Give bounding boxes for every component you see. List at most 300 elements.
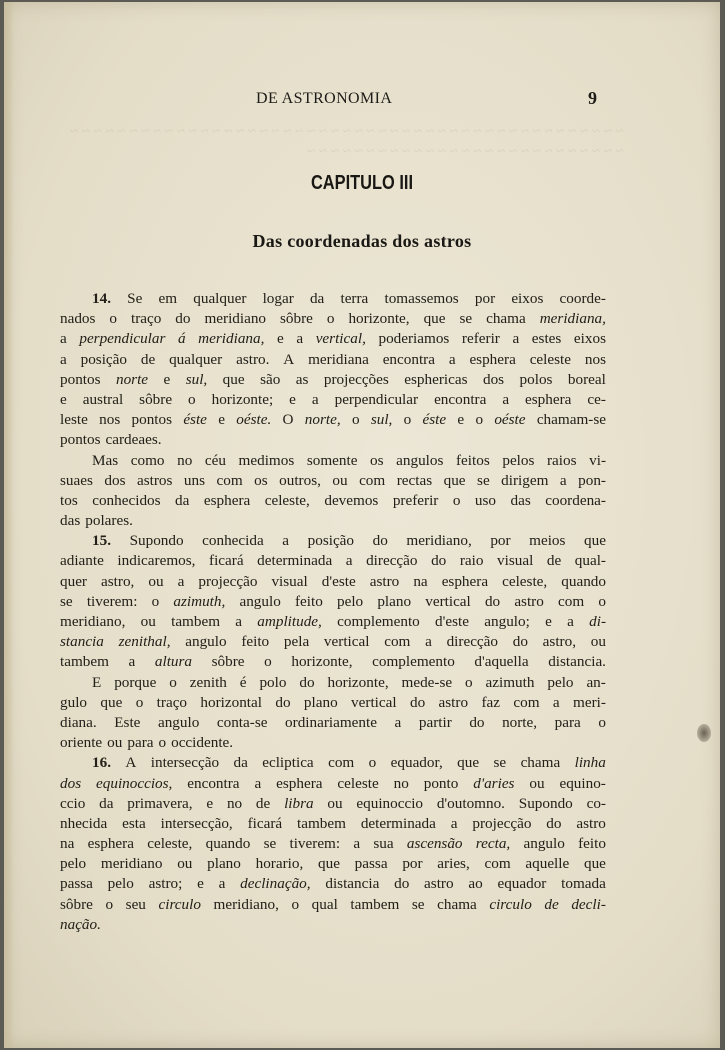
text-word: do (175, 310, 191, 328)
text-word: e (206, 794, 214, 812)
text-word: angulo; (484, 613, 530, 630)
text-word: chama (437, 895, 477, 913)
text-word: nação. (60, 915, 101, 933)
text-word: poderiamos (378, 330, 450, 348)
text-word: do (484, 592, 501, 610)
text-word: por (490, 532, 511, 550)
text-word: a (552, 693, 560, 711)
body-text (60, 289, 606, 935)
text-word: ou (148, 572, 164, 590)
text-word: e (163, 370, 171, 388)
text-word: referir (461, 330, 500, 348)
text-word: e (277, 330, 284, 348)
text-word: que (457, 754, 480, 772)
text-word: pontos (60, 370, 101, 388)
text-word: zenith (189, 673, 227, 691)
text-line (60, 632, 606, 652)
text-word: na (60, 835, 75, 853)
text-word: da (99, 794, 114, 812)
text-word: plano (207, 855, 241, 873)
text-word: di- (589, 613, 606, 630)
text-word: astros (136, 471, 173, 489)
text-word: esphera (441, 572, 489, 590)
text-word: coordena- (545, 491, 606, 509)
text-word: do (409, 693, 426, 711)
text-word: sôbre (60, 895, 93, 913)
text-word: angulo (157, 713, 200, 731)
text-word: horizonte, (348, 310, 410, 328)
text-word: meridiano, (213, 895, 279, 913)
text-word: a (177, 572, 185, 590)
text-line (60, 592, 606, 612)
text-word: do (512, 633, 528, 651)
text-word: linha (574, 754, 606, 772)
text-word: meridiano, (60, 613, 126, 630)
text-word: uso (474, 491, 497, 509)
text-word: de (546, 552, 562, 570)
text-word: recta, (475, 835, 511, 853)
text-word: circulo (158, 895, 201, 913)
text-word: a (394, 713, 402, 731)
text-word: indicaremos, (117, 552, 196, 570)
text-word: a (450, 814, 458, 832)
text-line (60, 551, 606, 571)
text-word: ou (590, 633, 606, 651)
text-word: Supondo (518, 794, 573, 812)
text-word: e (197, 875, 204, 893)
text-word: o (598, 592, 606, 610)
text-word: pelos (502, 451, 535, 469)
text-word: polos (519, 370, 553, 388)
text-word: tomada (561, 875, 606, 893)
text-word: esphera (203, 491, 251, 509)
text-word: o (188, 390, 196, 408)
text-line (60, 289, 606, 309)
text-word: sua (373, 835, 394, 853)
text-word: com (484, 855, 511, 873)
text-word: perpendicular (79, 330, 166, 348)
text-word: meios (529, 532, 566, 550)
text-line (60, 572, 606, 592)
text-word: quer (60, 572, 87, 590)
text-word: encontra (187, 774, 240, 792)
text-word: diana. (60, 713, 97, 731)
text-word: á (177, 330, 186, 348)
text-word: o (291, 895, 300, 913)
text-line (60, 733, 606, 753)
text-word: com (513, 693, 540, 711)
text-word: sul, (185, 370, 208, 388)
text-word: mede-se (401, 673, 453, 691)
text-word: devemos (324, 491, 379, 509)
text-word: qual (311, 895, 338, 913)
text-word: declinação, (240, 875, 311, 893)
text-word: polo (259, 673, 287, 691)
text-word: do (299, 673, 315, 691)
text-word: da (175, 491, 190, 509)
text-word: pon- (578, 471, 606, 489)
text-word: esphera (469, 350, 516, 368)
text-word: ce- (587, 390, 606, 408)
text-word: astro (369, 572, 400, 590)
text-word: direcção (366, 552, 418, 570)
text-word: plano (377, 592, 412, 610)
text-word: nos (584, 350, 606, 368)
text-word: qualquer (193, 290, 247, 307)
text-word: encontra (382, 350, 435, 368)
text-word: altura (154, 653, 193, 671)
text-word: norte (115, 370, 149, 388)
text-word: que (584, 532, 606, 550)
text-word: 15. (92, 532, 111, 550)
text-word: intersecção, (160, 814, 233, 832)
text-word: meridiano, (406, 532, 472, 550)
text-word: esphera (87, 835, 134, 853)
text-word: aquelle (525, 855, 570, 873)
text-word: ou (177, 855, 193, 873)
text-word: do (431, 552, 447, 570)
text-word: d'este (435, 613, 469, 630)
text-word: do (275, 693, 291, 711)
text-word: seu (125, 895, 146, 913)
text-word: nados (60, 310, 96, 328)
text-word: d'outomno. (436, 794, 505, 812)
text-line (60, 612, 606, 632)
text-word: traço (130, 310, 162, 328)
text-word: determinada (257, 552, 333, 570)
text-word: pontos (60, 431, 101, 449)
text-word: preferir (392, 491, 439, 509)
text-word: meridiana, (198, 330, 265, 348)
text-word: A (283, 350, 295, 368)
text-word: a (502, 390, 510, 408)
page-gutter-shadow (4, 2, 14, 1048)
text-word: uns (183, 471, 206, 489)
text-word: horizonte, (327, 673, 389, 691)
text-word: de (544, 895, 559, 913)
text-word: partir (418, 713, 452, 731)
text-word: vertical (351, 693, 397, 711)
text-word: o (598, 713, 606, 731)
text-word: tambem (60, 653, 109, 671)
text-word: intersecção (150, 754, 220, 772)
text-word: com (328, 754, 355, 772)
text-word: perpendicular (334, 390, 419, 408)
text-word: feito (294, 592, 323, 610)
text-word: 16. (92, 754, 111, 772)
text-word: Se (127, 290, 143, 307)
text-word: com (216, 471, 243, 489)
text-line (60, 350, 606, 370)
text-word: ficará (209, 552, 244, 570)
text-word: astro (576, 814, 606, 832)
text-word: meridiana (308, 350, 369, 368)
text-word: logar (262, 290, 294, 307)
text-line (60, 673, 606, 693)
text-word: angulo (239, 592, 281, 610)
text-line (60, 511, 606, 531)
text-word: das (60, 512, 81, 530)
text-word: sul, (370, 411, 393, 429)
text-word: coorde- (559, 290, 606, 307)
text-word: os (254, 471, 268, 489)
text-word: é (239, 673, 247, 691)
text-word: que (423, 310, 446, 328)
text-line (60, 471, 606, 491)
text-word: sôbre (139, 390, 173, 408)
text-word: tos (60, 491, 78, 509)
text-word: rectas (396, 471, 433, 489)
text-word: o (465, 673, 473, 691)
text-word: das (510, 491, 531, 509)
text-word: d'aquella (474, 653, 529, 671)
text-word: equinoccios, (96, 774, 173, 792)
text-word: passa (60, 875, 93, 893)
text-word: o (105, 895, 114, 913)
text-word: a (567, 613, 574, 630)
page-number: 9 (588, 88, 597, 108)
text-word: horario, (255, 855, 304, 873)
text-word: equador (497, 875, 547, 893)
text-word: o (475, 411, 484, 429)
text-word: o (151, 592, 160, 610)
text-line (60, 491, 606, 511)
text-word: pela (283, 633, 310, 651)
text-word: do (469, 713, 485, 731)
text-word: astro (424, 875, 454, 893)
text-word: da (309, 290, 325, 307)
text-word: ponto (423, 774, 459, 792)
text-word: tambem (171, 613, 221, 630)
text-line (60, 834, 606, 854)
text-word: nos (99, 411, 121, 429)
text-word: horizontal (200, 693, 262, 711)
text-word: ficará (247, 814, 283, 832)
text-word: esphera (276, 774, 323, 792)
text-line (60, 430, 606, 450)
text-word: plano (303, 693, 338, 711)
text-word: astro. (236, 350, 270, 368)
text-word: com (384, 633, 411, 651)
text-word: ou (327, 794, 343, 812)
text-word: o (326, 310, 335, 328)
text-word: a (282, 532, 290, 550)
text-word: medimos (238, 451, 295, 469)
text-word: e (545, 613, 552, 630)
text-word: como (130, 451, 165, 469)
text-word: dos (482, 370, 505, 388)
text-word: feito (578, 835, 606, 853)
text-word: astro, (542, 633, 576, 651)
text-word: tomassemos (384, 290, 459, 307)
ink-smudge (697, 724, 711, 742)
text-word: direcção (446, 633, 499, 651)
text-word: gulo (60, 693, 88, 711)
text-word: complemento (337, 613, 420, 630)
text-word: ccio (60, 794, 86, 812)
text-word: celeste (529, 350, 572, 368)
text-word: conta-se (216, 713, 268, 731)
text-word: feito (241, 633, 270, 651)
text-word: e (457, 411, 465, 429)
text-word: esphericas (404, 370, 468, 388)
text-word: encontra (434, 390, 487, 408)
text-word: pelo (547, 673, 574, 691)
text-word: quando (561, 572, 606, 590)
text-word: polares. (85, 512, 133, 530)
text-word: a (60, 350, 67, 368)
text-word: O (282, 411, 294, 429)
text-line (60, 693, 606, 713)
text-line (60, 329, 606, 349)
text-word: estes (531, 330, 562, 348)
text-line (60, 531, 606, 551)
text-line (60, 713, 606, 733)
text-line (60, 794, 606, 814)
text-word: que (222, 370, 245, 388)
text-word: tambem (350, 895, 400, 913)
text-word: somente (306, 451, 358, 469)
text-word: os (370, 451, 384, 469)
text-word: occidente. (171, 734, 234, 752)
text-word: qualquer (169, 350, 223, 368)
text-word: raios (547, 451, 577, 469)
text-word: a (448, 350, 456, 368)
text-word: pontos (131, 411, 173, 429)
text-word: no (393, 774, 409, 792)
text-word: para (127, 734, 154, 752)
running-head: DE ASTRONOMIA (256, 90, 393, 107)
text-word: do (546, 814, 562, 832)
text-word: conhecida (202, 532, 264, 550)
text-word: projecções (323, 370, 389, 388)
bleed-through-decoration: ~ ~ ~ ~ ~ ~ ~ ~ ~ ~ ~ ~ ~ ~ ~ ~ ~ ~ ~ ~ ~ ~ ~ ~ ~ ~ ~ ~ ~ ~ ~ ~ ~ ~ ~ ~ ~ ~ ~ ~ ~ ~ ~ ~ ~ ~ ~ ~ ~ ~ ~ ~ ~ ~ ~ ~ ~ ~ ~ ~ ~ ~ ~ ~ ~ ~ ~ ~ ~ ~ ~ ~ ~ ~ (70, 124, 624, 160)
text-word: vertical (425, 592, 471, 610)
text-word: angulo (185, 633, 227, 651)
text-word: equador, (390, 754, 443, 772)
text-word: E (92, 673, 102, 691)
text-word: na (413, 572, 428, 590)
text-word: horizonte, (291, 653, 353, 671)
text-word: se (493, 754, 507, 772)
text-word: sôbre (280, 310, 313, 328)
text-word: pelo (107, 875, 134, 893)
text-word: dos (60, 774, 82, 792)
text-word: que (318, 855, 340, 873)
text-word: que (100, 693, 123, 711)
text-word: pelo (336, 592, 364, 610)
text-word: astro (438, 693, 469, 711)
text-word: o (109, 310, 117, 328)
text-word: amplitude, (257, 613, 322, 630)
text-word: qual- (574, 552, 606, 570)
text-word: celeste, (502, 572, 548, 590)
text-word: por (474, 290, 496, 307)
text-word: a (512, 330, 520, 348)
text-word: sôbre (211, 653, 245, 671)
text-word: eixos (511, 290, 544, 307)
text-word: e (218, 411, 225, 429)
text-word: traço (156, 693, 188, 711)
text-word: meridiano (204, 310, 267, 328)
text-word: projecção (198, 572, 258, 590)
text-word: a (311, 390, 319, 408)
text-word: meri- (573, 693, 606, 711)
text-word: distancia (325, 875, 380, 893)
text-word: zenithal, (118, 633, 171, 651)
text-word: chama (486, 310, 526, 328)
text-word: dos (104, 471, 126, 489)
text-word: vertical (323, 633, 370, 651)
text-word: no (226, 794, 243, 812)
text-word: esphera (525, 390, 572, 408)
text-word: ascensão (406, 835, 463, 853)
text-line (60, 915, 606, 935)
text-word: a (296, 330, 304, 348)
text-word: visual (497, 552, 534, 570)
text-word: meridiano (100, 855, 163, 873)
text-word: para (554, 713, 581, 731)
text-word: angulo (523, 835, 565, 853)
text-word: se (477, 471, 490, 489)
text-word: terra (340, 290, 369, 307)
text-word: nhecida (60, 814, 108, 832)
text-word: de (255, 794, 271, 812)
text-word: adiante (60, 552, 104, 570)
text-word: vi- (589, 451, 606, 469)
text-word: faz (481, 693, 500, 711)
text-word: an- (586, 673, 606, 691)
text-word: da (233, 754, 248, 772)
text-word: pelo (60, 855, 87, 873)
text-line (60, 451, 606, 471)
text-word: se (60, 592, 73, 610)
text-line (60, 895, 606, 915)
text-word: de (140, 350, 156, 368)
text-word: tiverem: (289, 835, 341, 853)
text-word: o (452, 491, 461, 509)
text-word: com (558, 592, 585, 610)
text-word: esta (122, 814, 146, 832)
text-word: chama (520, 754, 561, 772)
text-word: que (583, 855, 606, 873)
book-page (4, 2, 720, 1048)
text-word: a (345, 552, 353, 570)
text-word: ecliptica (262, 754, 314, 772)
text-word: oéste (494, 411, 526, 429)
text-word: outros, (279, 471, 321, 489)
text-word: astro, (101, 572, 135, 590)
text-word: quando (205, 835, 251, 853)
text-word: suaes (60, 471, 93, 489)
text-word: a (353, 835, 361, 853)
text-word: meridiana, (539, 310, 606, 328)
text-word: o (264, 653, 272, 671)
text-word: conhecidos (92, 491, 161, 509)
section-title: Das coordenadas dos astros (252, 231, 472, 251)
text-word: tiverem: (86, 592, 138, 610)
text-word: circulo (489, 895, 532, 913)
text-word: distancia. (548, 653, 606, 671)
text-word: se (263, 835, 277, 853)
text-word: éste (422, 411, 447, 429)
text-word: eixos (573, 330, 606, 348)
text-word: chamam-se (536, 411, 606, 429)
text-word: stancia (60, 633, 104, 651)
text-word: ou (529, 774, 545, 792)
text-line (60, 774, 606, 794)
text-word: são (260, 370, 281, 388)
